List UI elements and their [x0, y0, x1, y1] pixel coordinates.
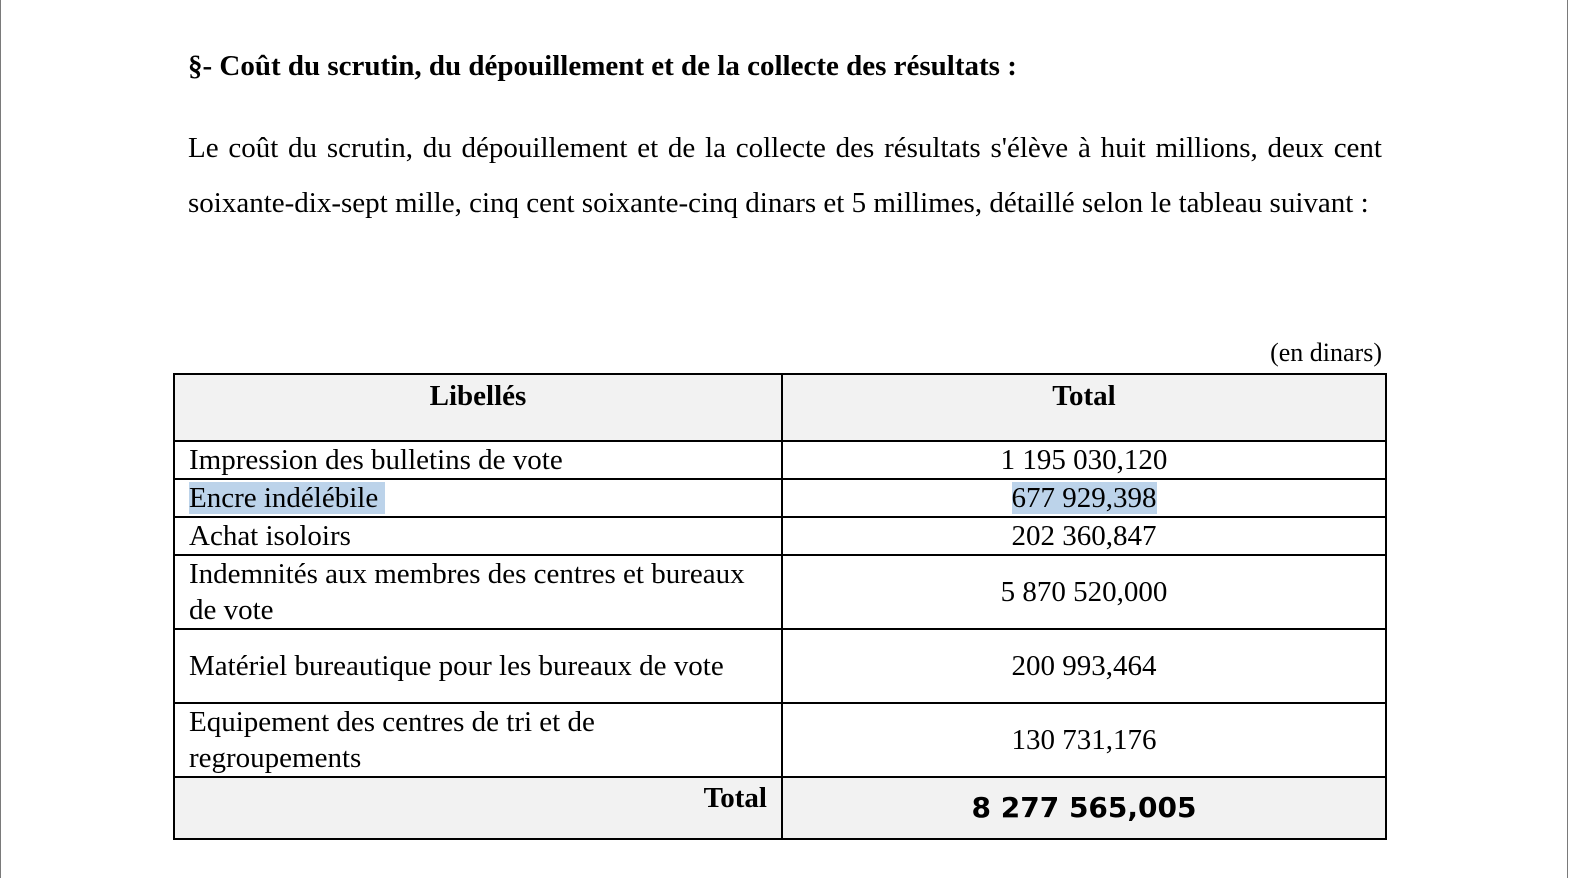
table-row: [174, 629, 1386, 703]
section-heading: §- Coût du scrutin, du dépouillement et de la collecte des résultats :: [188, 50, 1017, 82]
section-paragraph[interactable]: Le coût du scrutin, du dépouillement et de la collecte des résultats s'élève à huit millions, deux cent soixante-dix-sept mille, cinq cent soixante-cinq dinars et 5 millimes, détaillé selon le tableau suivant :: [188, 132, 1382, 219]
total-label[interactable]: Total: [174, 777, 782, 839]
row-total-cell[interactable]: [782, 479, 1386, 517]
table-row: [174, 441, 1386, 479]
table-row: [174, 517, 1386, 555]
total-value[interactable]: 8 277 565,005: [782, 777, 1386, 839]
column-header-label: Libellés: [174, 374, 782, 441]
row-label[interactable]: Matériel bureautique pour les bureaux de vote: [174, 629, 782, 703]
selection-trailing-space: [378, 482, 385, 514]
row-label[interactable]: Equipement des centres de tri et de regroupements: [174, 703, 782, 777]
row-label[interactable]: Indemnités aux membres des centres et bureaux de vote: [174, 555, 782, 629]
row-label[interactable]: Achat isoloirs: [174, 517, 782, 555]
table-row-selected: [174, 479, 1386, 517]
selected-text[interactable]: Encre indélébile: [189, 482, 379, 514]
row-total[interactable]: 200 993,464: [782, 629, 1386, 703]
row-total[interactable]: 1 195 030,120: [782, 441, 1386, 479]
page-edge: [1567, 0, 1568, 878]
column-header-total: Total: [782, 374, 1386, 441]
table-row: [174, 703, 1386, 777]
row-total[interactable]: 5 870 520,000: [782, 555, 1386, 629]
table-total-row: [174, 777, 1386, 839]
cost-table: [173, 373, 1387, 840]
selected-text[interactable]: 677 929,398: [1011, 482, 1157, 514]
row-total[interactable]: 130 731,176: [782, 703, 1386, 777]
row-label-cell[interactable]: [174, 479, 782, 517]
unit-note: (en dinars): [1270, 338, 1382, 367]
table-header-row: [174, 374, 1386, 441]
table-row: [174, 555, 1386, 629]
row-label[interactable]: Impression des bulletins de vote: [174, 441, 782, 479]
row-total[interactable]: 202 360,847: [782, 517, 1386, 555]
